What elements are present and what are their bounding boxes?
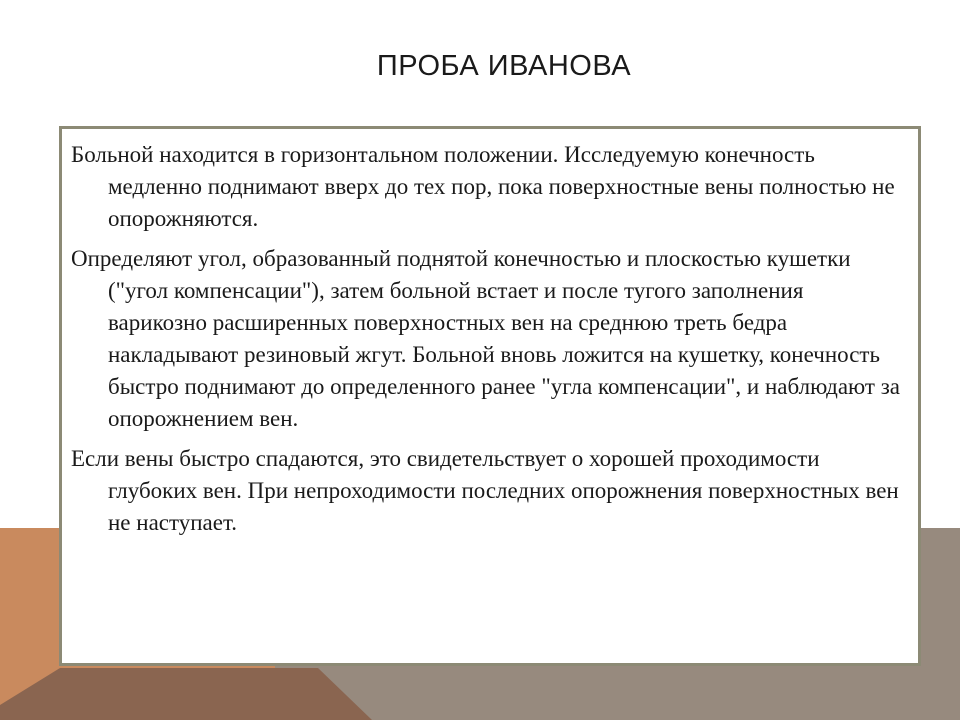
content-box bbox=[59, 126, 921, 666]
paragraph-1: Больной находится в горизонтальном положении. Исследуемую конечность медленно поднимают вверх до тех пор, пока поверхностные вены полностью не опорожняются. bbox=[71, 142, 895, 231]
brown-wedge-shape bbox=[0, 668, 372, 720]
paragraph-3: Если вены быстро спадаются, это свидетельствует о хорошей проходимости глубоких вен. При непроходимости последних опорожнения поверхностных вен не наступает. bbox=[71, 446, 899, 535]
paragraph-2: Определяют угол, образованный поднятой конечностью и плоскостью кушетки ("угол компенсации"), затем больной встает и после тугого заполнения варикозно расширенных поверхностных вен на среднюю треть бедра накладывают резиновый жгут. Больной вновь ложится на кушетку, конечность быстро поднимают до определенного ранее "угла компенсации", и наблюдают за опорожнением вен. bbox=[71, 246, 901, 431]
slide-title: ПРОБА ИВАНОВА bbox=[376, 50, 632, 82]
